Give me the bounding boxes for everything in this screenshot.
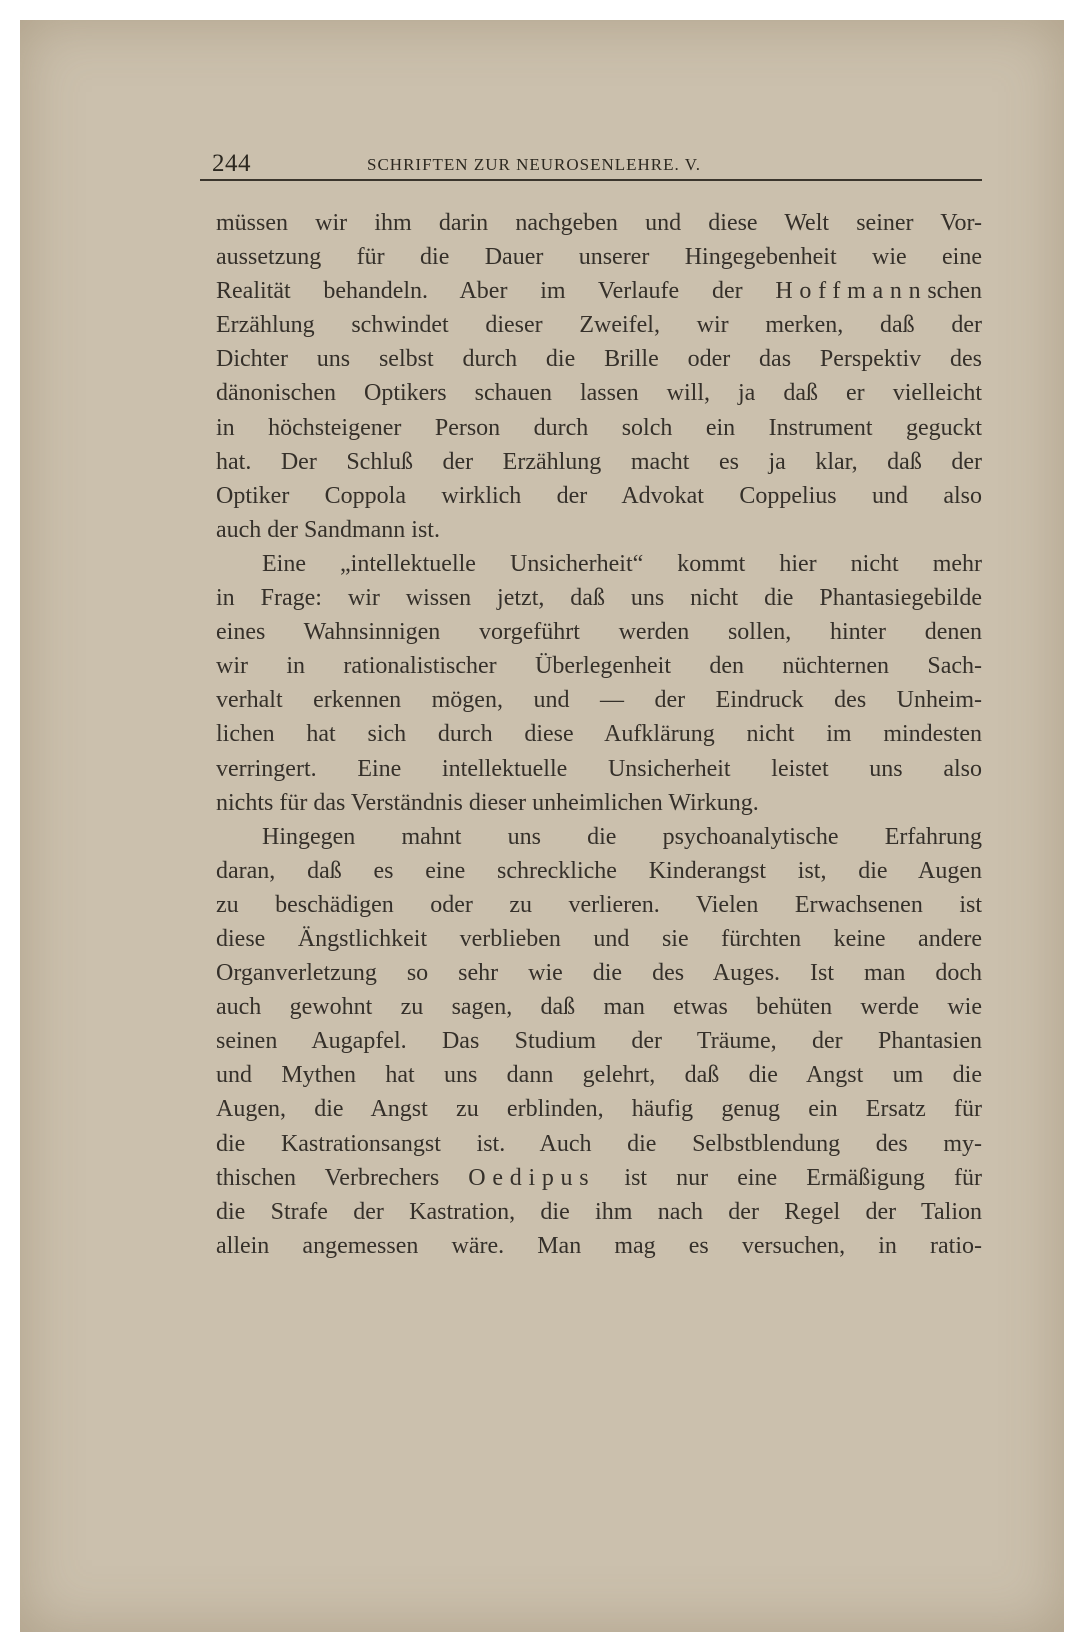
text-line: Eine „intellektuelle Unsicherheit“ kommt hier nicht mehr (262, 550, 982, 577)
text-line: in Frage: wir wissen jetzt, daß uns nicht die Phantasiegebilde (216, 585, 982, 612)
text-line: lichen hat sich durch diese Aufklärung nicht im mindesten (216, 721, 982, 748)
text-line: Augen, die Angst zu erblinden, häufig genug ein Ersatz für (216, 1096, 982, 1123)
header-rule (200, 179, 982, 181)
text-line: daran, daß es eine schreckliche Kinderangst ist, die Augen (216, 857, 982, 884)
text-line: Dichter uns selbst durch die Brille oder das Perspektiv des (216, 346, 982, 373)
spaced-name: Oedipus (468, 1164, 596, 1191)
text-line: allein angemessen wäre. Man mag es versuchen, in ratio- (216, 1232, 982, 1259)
text-line: die Kastrationsangst ist. Auch die Selbstblendung des my- (216, 1130, 982, 1157)
text-line: verhalt erkennen mögen, und — der Eindruck des Unheim- (216, 687, 982, 714)
text-line: auch gewohnt zu sagen, daß man etwas behüten werde wie (216, 994, 982, 1021)
text-line: thischen Verbrechers Oedipus ist nur eine Ermäßigung für (216, 1164, 982, 1191)
text-line: müssen wir ihm darin nachgeben und diese Welt seiner Vor- (216, 210, 982, 236)
text-line: in höchsteigener Person durch solch ein Instrument geguckt (216, 414, 982, 441)
body-text (216, 206, 982, 1263)
page-number: 244 (212, 150, 251, 177)
page-header (212, 150, 982, 180)
running-head: SCHRIFTEN ZUR NEUROSENLEHRE. V. (367, 155, 702, 174)
text-line: aussetzung für die Dauer unserer Hingegebenheit wie eine (216, 244, 982, 271)
text-line: Optiker Coppola wirklich der Advokat Coppelius und also (216, 482, 982, 509)
text-line: Erzählung schwindet dieser Zweifel, wir merken, daß der (216, 312, 982, 339)
text-line: zu beschädigen oder zu verlieren. Vielen Erwachsenen ist (216, 891, 982, 918)
text-line: dänonischen Optikers schauen lassen will, ja daß er vielleicht (216, 380, 982, 407)
text-line: auch der Sandmann ist. (216, 516, 440, 543)
text-line: seinen Augapfel. Das Studium der Träume, der Phantasien (216, 1028, 982, 1055)
text-line: eines Wahnsinnigen vorgeführt werden sollen, hinter denen (216, 619, 982, 646)
text-line: wir in rationalistischer Überlegenheit den nüchternen Sach- (216, 653, 982, 680)
text-line: diese Ängstlichkeit verblieben und sie fürchten keine andere (216, 925, 982, 952)
text-line: Hingegen mahnt uns die psychoanalytische Erfahrung (262, 823, 982, 850)
text-line: und Mythen hat uns dann gelehrt, daß die Angst um die (216, 1062, 982, 1089)
text-line: die Strafe der Kastration, die ihm nach der Regel der Talion (216, 1198, 982, 1225)
text-line: Organverletzung so sehr wie die des Auges. Ist man doch (216, 960, 982, 987)
spaced-name: Hoffmann (775, 278, 928, 305)
text-line: Realität behandeln. Aber im Verlaufe der Hoffmannschen (216, 278, 982, 305)
text-line: verringert. Eine intellektuelle Unsicherheit leistet uns also (216, 755, 982, 782)
text-line: nichts für das Verständnis dieser unheimlichen Wirkung. (216, 789, 759, 816)
text-line: hat. Der Schluß der Erzählung macht es ja klar, daß der (216, 448, 982, 475)
